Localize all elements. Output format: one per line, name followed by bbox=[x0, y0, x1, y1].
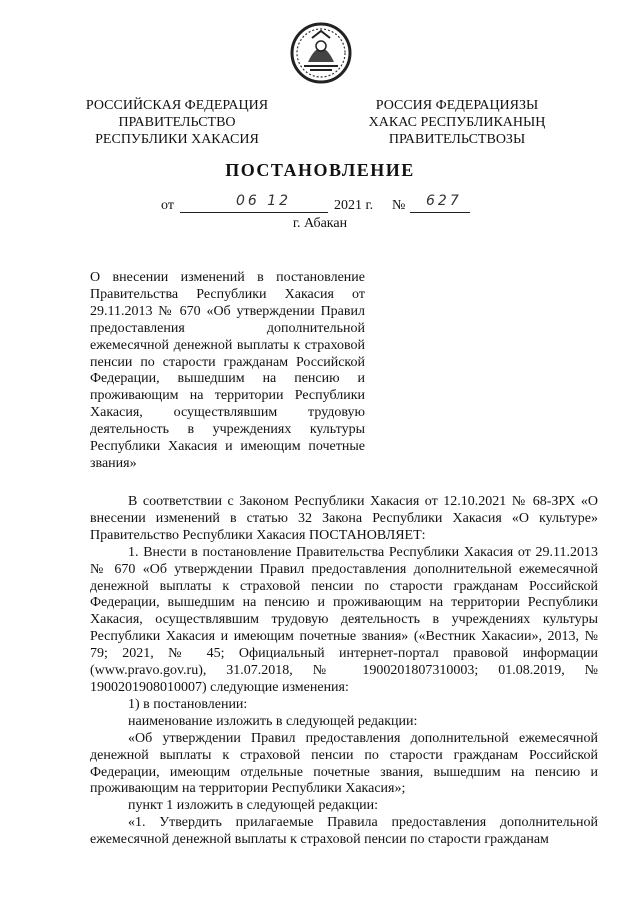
handwritten-date: 06 12 bbox=[236, 193, 292, 209]
date-prefix: от bbox=[161, 198, 174, 213]
date-number-line bbox=[0, 195, 640, 217]
year-text: 2021 г. bbox=[334, 198, 374, 213]
document-subject: О внесении изменений в постановление Правительства Республики Хакасия от 29.11.2013 № 670 «Об утверждении Правил предоставления дополнительной ежемесячной денежной выплаты к страховой пенсии по старости гражданам Российской Федерации, вышедшим на пенсию и проживающим на территории Республики Хакасия, осуществлявшим трудовую деятельность в учреждениях культуры Республики Хакасия и имеющим почетные звания» bbox=[90, 270, 365, 471]
org-name-khakas bbox=[352, 97, 562, 148]
document-title: ПОСТАНОВЛЕНИЕ bbox=[225, 160, 415, 180]
org-line: РОССИЯ ФЕДЕРАЦИЯЗЫ bbox=[375, 98, 539, 113]
handwritten-number: 627 bbox=[426, 193, 462, 209]
org-line: ПРАВИТЕЛЬСТВОЗЫ bbox=[388, 132, 526, 147]
body-paragraph: «1. Утвердить прилагаемые Правила предоставления дополнительной ежемесячной денежной выплаты к страховой пенсии по старости гражданам bbox=[90, 815, 598, 848]
org-name-russian bbox=[72, 97, 282, 148]
org-line: РЕСПУБЛИКИ ХАКАСИЯ bbox=[95, 132, 259, 147]
body-paragraph: В соответствии с Законом Республики Хакасия от 12.10.2021 № 68-ЗРХ «О внесении изменений в статью 32 Закона Республики Хакасия «О культуре» Правительство Республики Хакасия ПОСТАНОВЛЯЕТ: bbox=[90, 494, 598, 543]
number-sign: № bbox=[392, 198, 406, 213]
body-paragraph: пункт 1 изложить в следующей редакции: bbox=[128, 798, 378, 814]
org-line: РОССИЙСКАЯ ФЕДЕРАЦИЯ bbox=[85, 98, 269, 113]
org-line: ХАКАС РЕСПУБЛИКАНЫҢ bbox=[368, 115, 546, 130]
date-underline bbox=[180, 212, 328, 213]
body-paragraph: «Об утверждении Правил предоставления дополнительной ежемесячной денежной выплаты к страховой пенсии по старости гражданам Российской Федерации, имеющим отдельные почетные звания, вышедшим на пенсию и проживающим на территории Республики Хакасия»; bbox=[90, 730, 598, 797]
document-body bbox=[90, 494, 598, 849]
coat-of-arms-emblem bbox=[290, 22, 352, 84]
body-paragraph: 1) в постановлении: bbox=[128, 696, 248, 712]
body-paragraph: 1. Внести в постановление Правительства Республики Хакасия от 29.11.2013 № 670 «Об утверждении Правил предоставления дополнительной ежемесячной денежной выплаты к страховой пенсии по старости гражданам Российской Федерации, вышедшим на пенсию и проживающим на территории Республики Хакасия, осуществлявшим трудовую деятельность в учреждениях культуры Республики Хакасия и имеющим почетные звания» («Вестник Хакасии», 2013, № 79; 2021, № 45; Официальный интернет-портал правовой информации (www.pravo.gov.ru), 31.07.2018, № 1900201807310003; 01.08.2019, № 1900201908010007) следующие изменения: bbox=[90, 544, 598, 695]
number-underline bbox=[410, 212, 470, 213]
org-line: ПРАВИТЕЛЬСТВО bbox=[118, 115, 236, 130]
city-name: г. Абакан bbox=[292, 216, 348, 231]
body-paragraph: наименование изложить в следующей редакции: bbox=[128, 713, 418, 729]
